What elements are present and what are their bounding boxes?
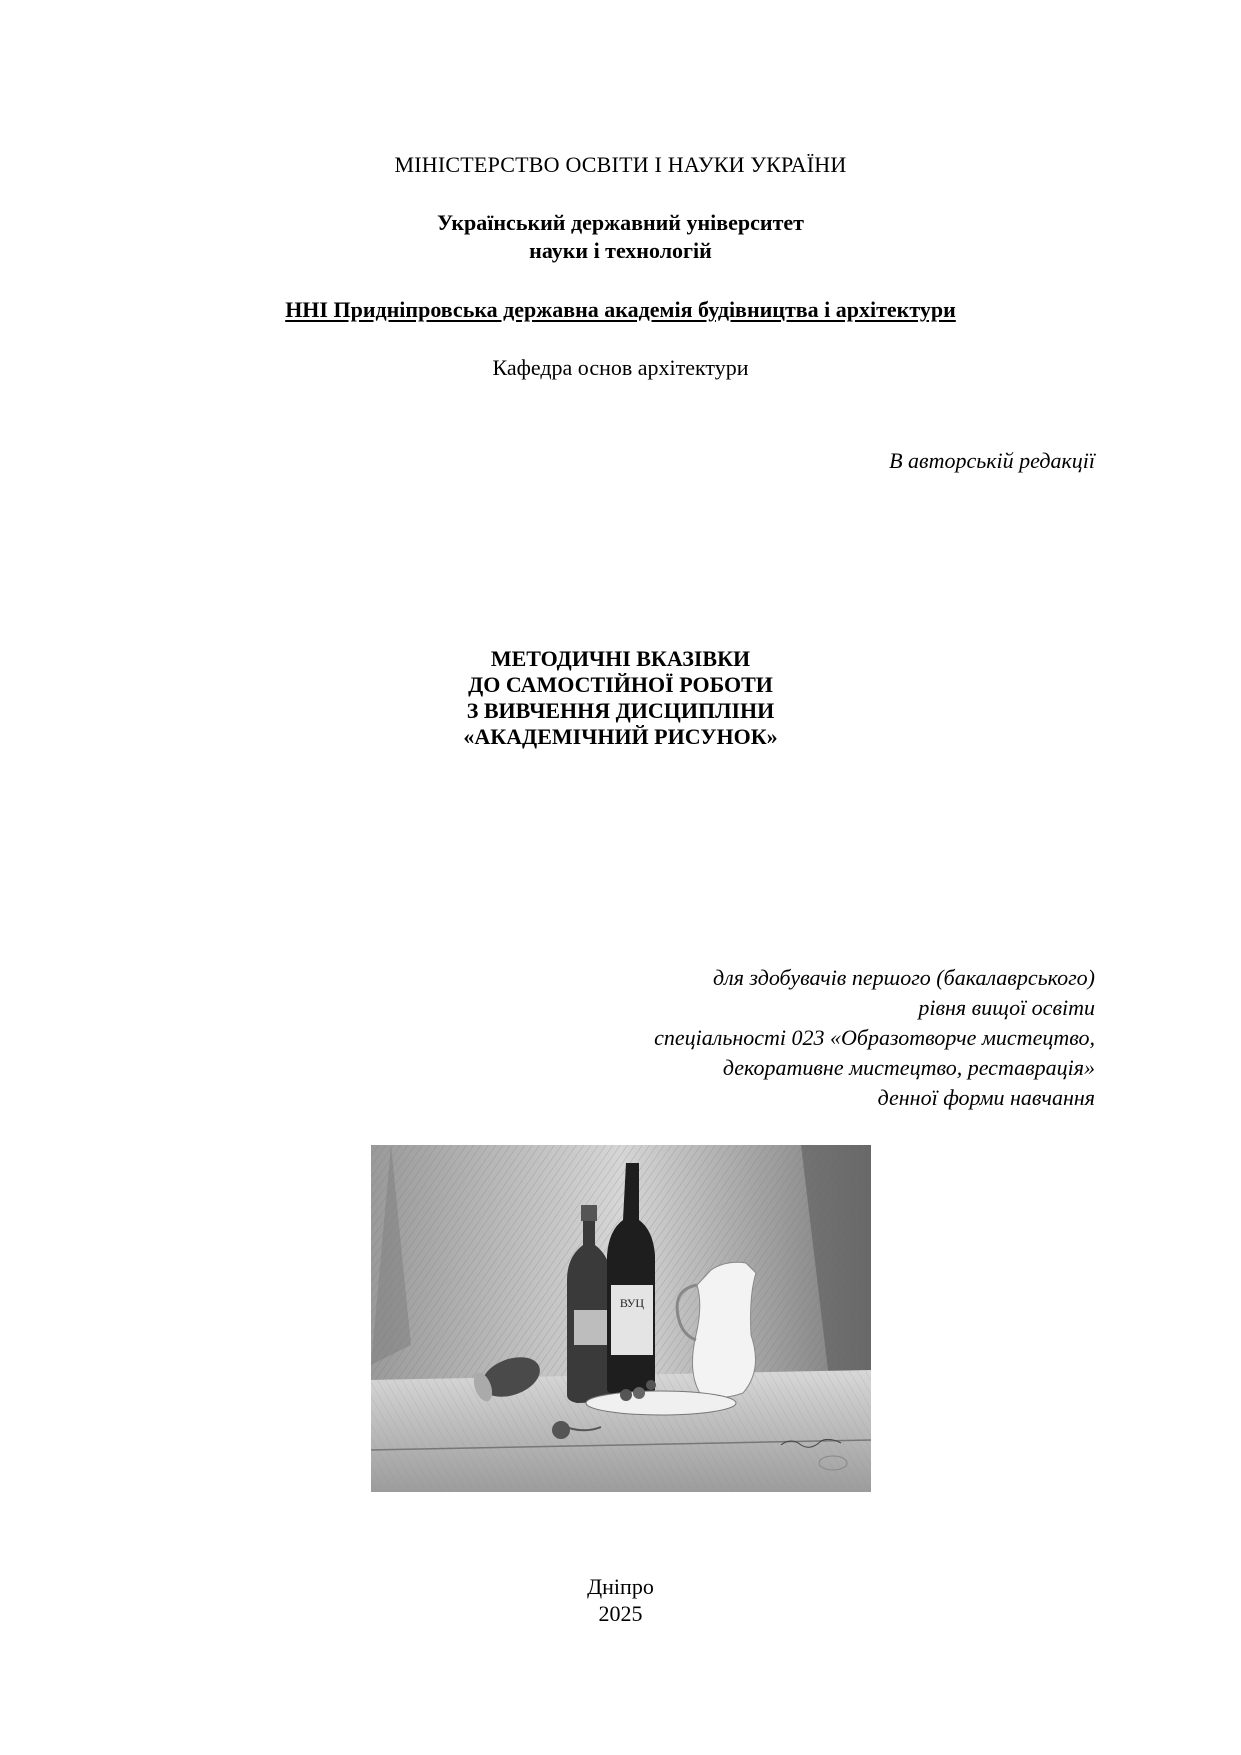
title-line-1: МЕТОДИЧНІ ВКАЗІВКИ — [490, 646, 751, 671]
ministry-name: МІНІСТЕРСТВО ОСВІТИ І НАУКИ УКРАЇНИ — [394, 152, 847, 177]
target-audience — [654, 963, 1095, 1113]
target-audience-line-1: для здобувачів першого (бакалаврського) — [712, 965, 1095, 990]
institute-name — [0, 296, 1241, 324]
title-line-3: З ВИВЧЕННЯ ДИСЦИПЛІНИ — [466, 698, 775, 723]
target-audience-line-4: декоративне мистецтво, реставрація» — [722, 1055, 1095, 1080]
year: 2025 — [598, 1601, 643, 1626]
target-audience-line-2: рівня вищої освіти — [918, 995, 1095, 1020]
institute-name-text: ННІ Придніпровська державна академія будівництва і архітектури — [285, 297, 956, 322]
department-name: Кафедра основ архітектури — [492, 355, 749, 380]
university-name-line-2: науки і технологій — [529, 238, 712, 263]
still-life-drawing — [371, 1145, 871, 1492]
title-line-4: «АКАДЕМІЧНИЙ РИСУНОК» — [463, 724, 778, 749]
university-name-line-1: Український державний університет — [437, 210, 804, 235]
city: Дніпро — [587, 1574, 654, 1599]
target-audience-line-5: денної форми навчання — [877, 1085, 1095, 1110]
svg-text:ВУЦ: ВУЦ — [619, 1296, 645, 1310]
edition-note: В авторській редакції — [889, 448, 1095, 473]
target-audience-line-3: спеціальності 023 «Образотворче мистецтво, — [654, 1025, 1095, 1050]
title-line-2: ДО САМОСТІЙНОЇ РОБОТИ — [468, 672, 773, 697]
document-title — [0, 646, 1241, 750]
